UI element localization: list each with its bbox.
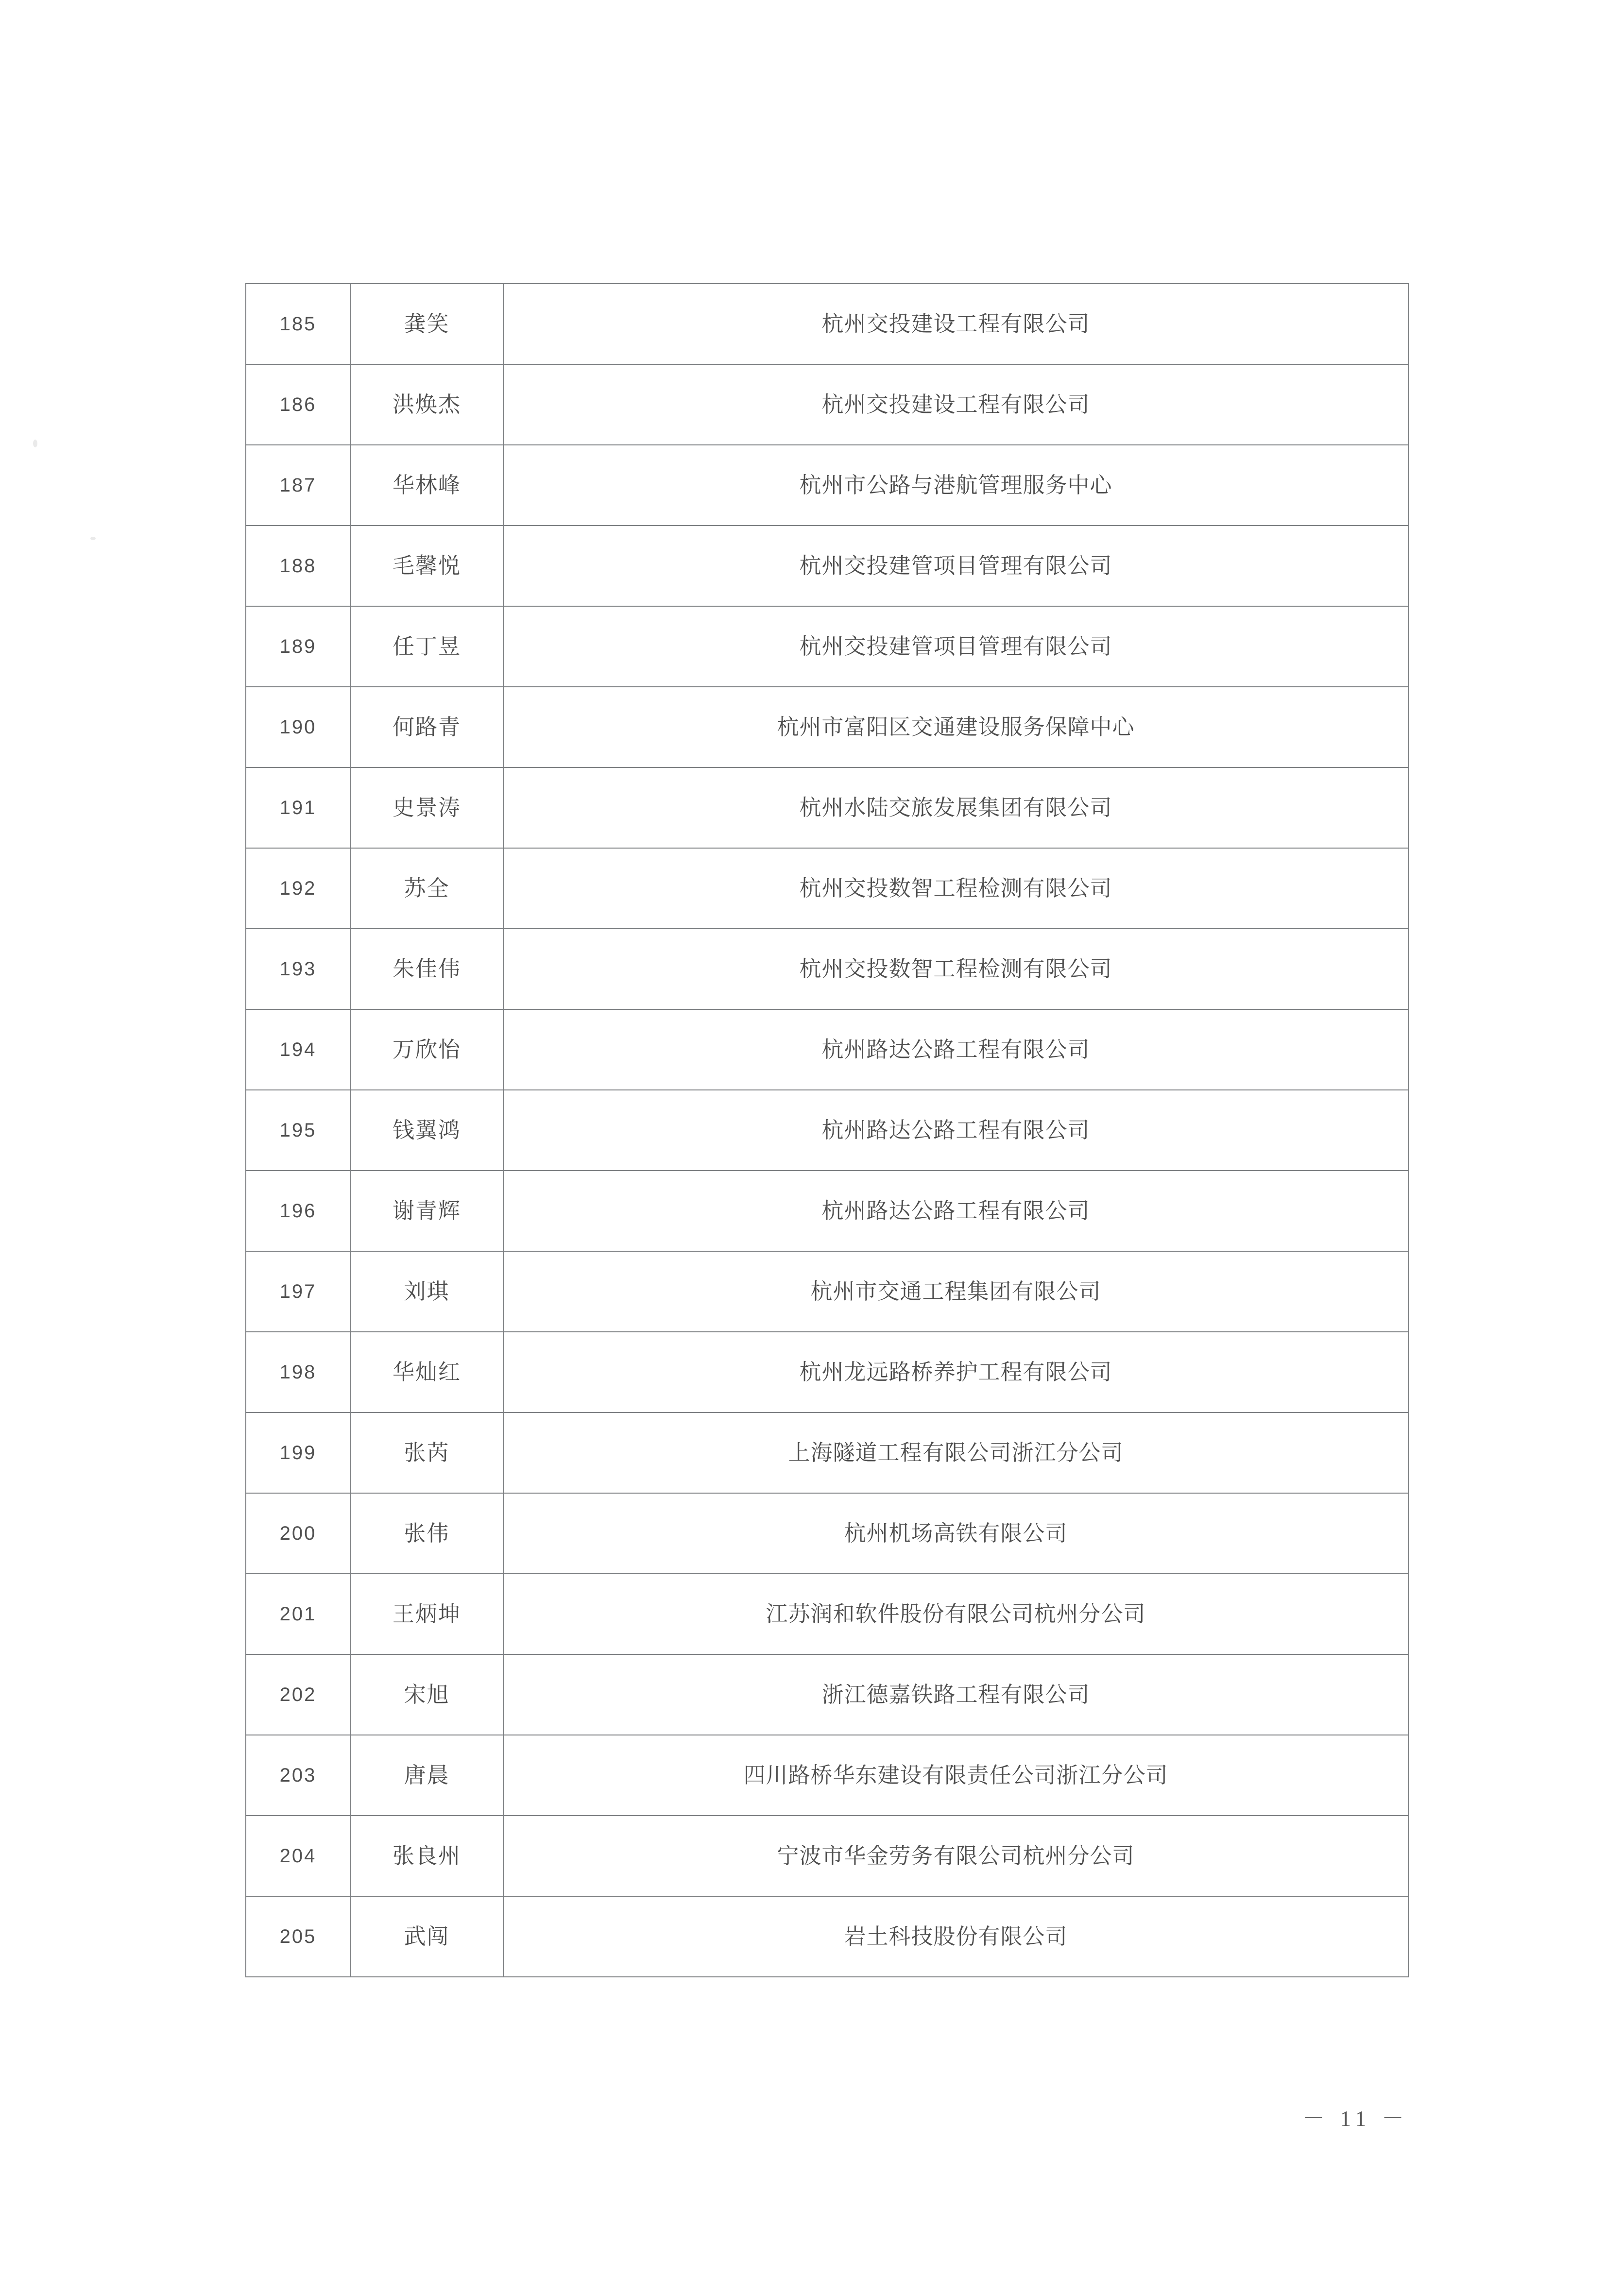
cell-organization: 杭州龙远路桥养护工程有限公司 xyxy=(503,1332,1408,1412)
cell-organization: 上海隧道工程有限公司浙江分公司 xyxy=(503,1412,1408,1493)
cell-organization: 杭州交投建设工程有限公司 xyxy=(503,364,1408,445)
table-row xyxy=(246,1332,1408,1412)
table-row xyxy=(246,1171,1408,1251)
cell-organization: 杭州交投建管项目管理有限公司 xyxy=(503,526,1408,606)
scan-artifact-speck xyxy=(90,537,96,540)
table-row xyxy=(246,445,1408,526)
cell-index: 186 xyxy=(246,364,350,445)
cell-name: 毛馨悦 xyxy=(350,526,503,606)
table-row xyxy=(246,929,1408,1009)
cell-organization: 杭州水陆交旅发展集团有限公司 xyxy=(503,767,1408,848)
cell-organization: 杭州市富阳区交通建设服务保障中心 xyxy=(503,687,1408,767)
cell-index: 197 xyxy=(246,1251,350,1332)
cell-name: 张芮 xyxy=(350,1412,503,1493)
cell-index: 199 xyxy=(246,1412,350,1493)
table-row xyxy=(246,1896,1408,1977)
cell-index: 204 xyxy=(246,1816,350,1896)
table-row xyxy=(246,687,1408,767)
table-row xyxy=(246,1009,1408,1090)
cell-organization: 江苏润和软件股份有限公司杭州分公司 xyxy=(503,1574,1408,1654)
cell-index: 193 xyxy=(246,929,350,1009)
table-row xyxy=(246,1412,1408,1493)
cell-name: 王炳坤 xyxy=(350,1574,503,1654)
cell-index: 202 xyxy=(246,1654,350,1735)
cell-name: 钱翼鸿 xyxy=(350,1090,503,1171)
cell-index: 187 xyxy=(246,445,350,526)
table-row xyxy=(246,1493,1408,1574)
cell-index: 200 xyxy=(246,1493,350,1574)
cell-index: 203 xyxy=(246,1735,350,1816)
cell-index: 189 xyxy=(246,606,350,687)
cell-organization: 杭州机场高铁有限公司 xyxy=(503,1493,1408,1574)
cell-name: 华灿红 xyxy=(350,1332,503,1412)
cell-organization: 杭州路达公路工程有限公司 xyxy=(503,1090,1408,1171)
cell-organization: 宁波市华金劳务有限公司杭州分公司 xyxy=(503,1816,1408,1896)
cell-name: 史景涛 xyxy=(350,767,503,848)
cell-index: 195 xyxy=(246,1090,350,1171)
cell-name: 苏全 xyxy=(350,848,503,929)
scan-artifact-speck xyxy=(33,440,37,447)
cell-index: 191 xyxy=(246,767,350,848)
cell-name: 华林峰 xyxy=(350,445,503,526)
cell-organization: 杭州市交通工程集团有限公司 xyxy=(503,1251,1408,1332)
cell-organization: 杭州交投数智工程检测有限公司 xyxy=(503,848,1408,929)
cell-name: 朱佳伟 xyxy=(350,929,503,1009)
cell-organization: 杭州交投数智工程检测有限公司 xyxy=(503,929,1408,1009)
cell-name: 刘琪 xyxy=(350,1251,503,1332)
roster-table-body xyxy=(246,284,1408,1977)
cell-organization: 杭州交投建管项目管理有限公司 xyxy=(503,606,1408,687)
cell-name: 任丁昱 xyxy=(350,606,503,687)
table-row xyxy=(246,284,1408,364)
page-footer xyxy=(0,2101,1409,2133)
table-row xyxy=(246,1654,1408,1735)
cell-name: 唐晨 xyxy=(350,1735,503,1816)
page-number: － 11 － xyxy=(1302,2106,1409,2131)
cell-index: 192 xyxy=(246,848,350,929)
cell-name: 张良州 xyxy=(350,1816,503,1896)
roster-table xyxy=(245,283,1409,1977)
table-row xyxy=(246,364,1408,445)
cell-organization: 岩土科技股份有限公司 xyxy=(503,1896,1408,1977)
cell-index: 194 xyxy=(246,1009,350,1090)
cell-name: 武闯 xyxy=(350,1896,503,1977)
cell-index: 190 xyxy=(246,687,350,767)
cell-name: 万欣怡 xyxy=(350,1009,503,1090)
table-row xyxy=(246,1735,1408,1816)
table-row xyxy=(246,1574,1408,1654)
cell-organization: 杭州路达公路工程有限公司 xyxy=(503,1171,1408,1251)
cell-name: 宋旭 xyxy=(350,1654,503,1735)
cell-name: 何路青 xyxy=(350,687,503,767)
cell-name: 龚笑 xyxy=(350,284,503,364)
table-row xyxy=(246,526,1408,606)
cell-name: 张伟 xyxy=(350,1493,503,1574)
table-row xyxy=(246,1090,1408,1171)
cell-organization: 杭州交投建设工程有限公司 xyxy=(503,284,1408,364)
cell-organization: 浙江德嘉铁路工程有限公司 xyxy=(503,1654,1408,1735)
table-row xyxy=(246,848,1408,929)
cell-index: 188 xyxy=(246,526,350,606)
cell-name: 谢青辉 xyxy=(350,1171,503,1251)
cell-index: 196 xyxy=(246,1171,350,1251)
table-row xyxy=(246,1251,1408,1332)
cell-index: 185 xyxy=(246,284,350,364)
cell-index: 205 xyxy=(246,1896,350,1977)
cell-organization: 杭州市公路与港航管理服务中心 xyxy=(503,445,1408,526)
cell-index: 198 xyxy=(246,1332,350,1412)
cell-organization: 杭州路达公路工程有限公司 xyxy=(503,1009,1408,1090)
table-row xyxy=(246,606,1408,687)
cell-index: 201 xyxy=(246,1574,350,1654)
table-row xyxy=(246,767,1408,848)
table-row xyxy=(246,1816,1408,1896)
cell-organization: 四川路桥华东建设有限责任公司浙江分公司 xyxy=(503,1735,1408,1816)
cell-name: 洪焕杰 xyxy=(350,364,503,445)
